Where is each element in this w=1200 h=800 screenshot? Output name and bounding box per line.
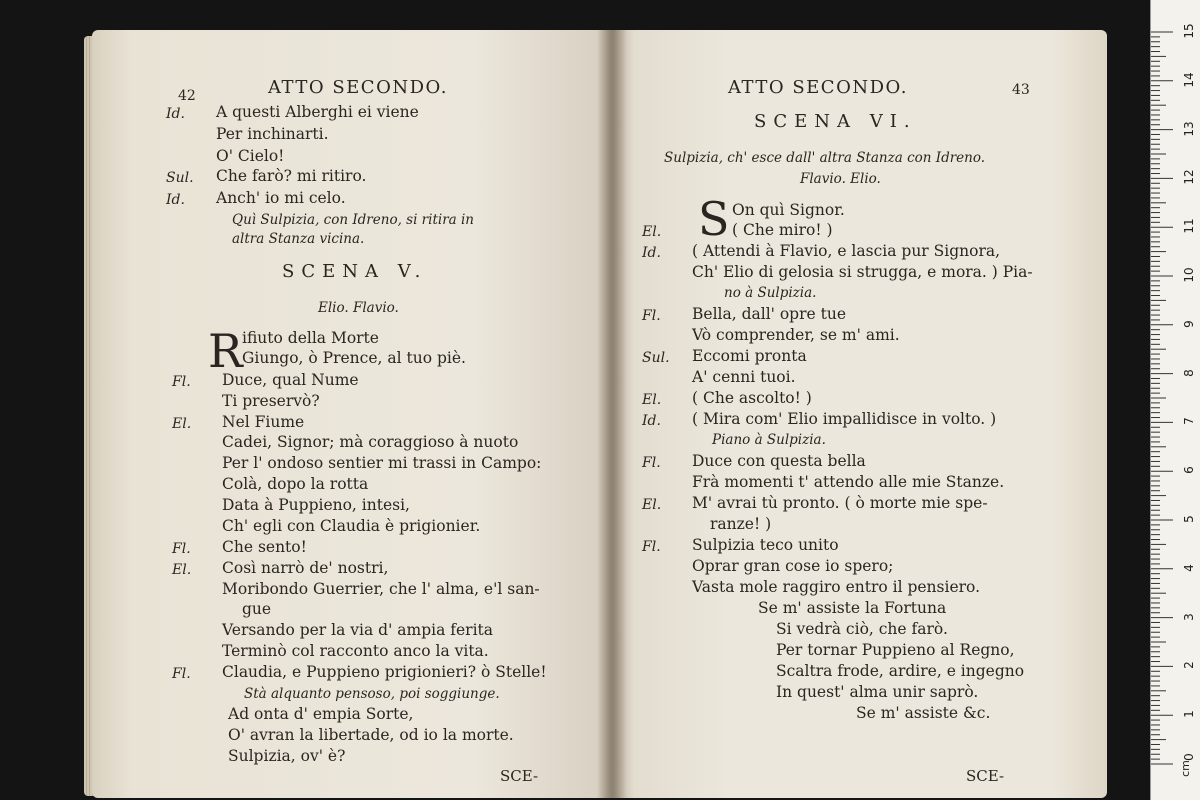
scene-title: SCENA V.: [282, 261, 428, 282]
verse-line: ( Che miro! ): [732, 221, 833, 239]
verse-line: M' avrai tù pronto. ( ò morte mie spe-: [692, 494, 988, 512]
ruler-unit: cm: [1178, 760, 1192, 777]
catchword: SCE-: [966, 767, 1005, 785]
verse-line: Giungo, ò Prence, al tuo piè.: [242, 349, 466, 367]
speaker: Id.: [642, 245, 661, 261]
measurement-ruler: [1150, 0, 1200, 800]
speaker: Sul.: [642, 350, 670, 366]
ruler-label: 12: [1182, 169, 1196, 186]
verse-line: Che farò? mi ritiro.: [216, 167, 367, 185]
verse-line: ( Mira com' Elio impallidisce in volto. ): [692, 410, 997, 428]
verse-line: A questi Alberghi ei viene: [216, 103, 419, 121]
verse-line: no à Sulpizia.: [724, 285, 817, 301]
speaker: Fl.: [642, 455, 661, 471]
verse-line: Sulpizia, ov' è?: [228, 747, 346, 765]
verse-line: Duce con questa bella: [692, 452, 866, 470]
speaker: Id.: [642, 413, 661, 429]
speaker: Sul.: [166, 170, 194, 186]
open-book: [92, 20, 1107, 798]
left-page: [92, 30, 612, 798]
speaker: Fl.: [172, 541, 191, 557]
verse-line: ifiuto della Morte: [242, 329, 379, 347]
stage-direction: Stà alquanto pensoso, poi soggiunge.: [244, 686, 500, 702]
stage-direction: Flavio. Elio.: [800, 171, 881, 187]
verse-line: Anch' io mi celo.: [216, 189, 346, 207]
verse-line: Per l' ondoso sentier mi trassi in Campo:: [222, 454, 542, 472]
verse-line: gue: [242, 600, 272, 618]
ruler-label: 11: [1182, 218, 1196, 234]
stage-direction: Quì Sulpizia, con Idreno, si ritira in: [232, 212, 475, 228]
ruler-label: 15: [1182, 23, 1196, 39]
verse-line: O' avran la libertade, od io la morte.: [228, 726, 514, 744]
verse-line: A' cenni tuoi.: [692, 368, 796, 386]
left-running-head: ATTO SECONDO.: [268, 77, 448, 98]
verse-line: Ch' egli con Claudia è prigionier.: [222, 517, 481, 535]
verse-line: Cadei, Signor; mà coraggioso à nuoto: [222, 433, 519, 451]
aria-line: Per tornar Puppieno al Regno,: [776, 641, 1015, 659]
ruler-label: 9: [1182, 319, 1196, 328]
verse-line: ( Che ascolto! ): [692, 389, 812, 407]
aria-line: Scaltra frode, ardire, e ingegno: [776, 662, 1025, 680]
verse-line: Frà momenti t' attendo alle mie Stanze.: [692, 473, 1005, 491]
stage-direction: Sulpizia, ch' esce dall' altra Stanza con Idreno.: [664, 150, 986, 166]
verse-line: Moribondo Guerrier, che l' alma, e'l san-: [222, 580, 540, 598]
verse-line: Terminò col racconto anco la vita.: [222, 642, 489, 660]
aria-line: Se m' assiste &c.: [856, 704, 991, 722]
speaker: Fl.: [172, 666, 191, 682]
scene-characters: Elio. Flavio.: [318, 300, 399, 316]
drop-cap: R: [208, 324, 243, 378]
speaker: El.: [642, 497, 662, 513]
aria-line: Si vedrà ciò, che farò.: [776, 620, 948, 638]
drop-cap: S: [698, 192, 730, 246]
right-page-number: 43: [1012, 82, 1030, 98]
verse-line: ( Attendi à Flavio, e lascia pur Signora,: [692, 242, 1001, 260]
ruler-label: 14: [1182, 72, 1196, 88]
ruler-label: 4: [1182, 563, 1196, 572]
speaker: Fl.: [642, 539, 661, 555]
verse-line: Colà, dopo la rotta: [222, 475, 369, 493]
verse-line: Ti preservò?: [222, 392, 320, 410]
verse-line: Ch' Elio di gelosia si strugga, e mora. ) Pia-: [692, 263, 1033, 281]
verse-line: Bella, dall' opre tue: [692, 305, 846, 323]
aria-line: In quest' alma unir saprò.: [776, 683, 979, 701]
verse-line: Duce, qual Nume: [222, 371, 359, 389]
verse-line: On quì Signor.: [732, 201, 845, 219]
verse-line: Vò comprender, se m' ami.: [692, 326, 900, 344]
ruler-label: 8: [1182, 368, 1196, 377]
ruler-label: 6: [1182, 466, 1196, 475]
verse-line: O' Cielo!: [216, 147, 285, 165]
stage-direction: altra Stanza vicina.: [232, 231, 365, 247]
speaker: Fl.: [642, 308, 661, 324]
left-page-number: 42: [178, 88, 196, 104]
verse-line: Nel Fiume: [222, 413, 305, 431]
scene-title: SCENA VI.: [754, 111, 917, 132]
ruler-label: 3: [1182, 612, 1196, 621]
verse-line: Così narrò de' nostri,: [222, 559, 389, 577]
ruler-label: 1: [1182, 710, 1196, 719]
aria-line: Se m' assiste la Fortuna: [758, 599, 947, 617]
verse-line: Data à Puppieno, intesi,: [222, 496, 410, 514]
verse-line: Sulpizia teco unito: [692, 536, 839, 554]
speaker: El.: [642, 224, 662, 240]
speaker: El.: [642, 392, 662, 408]
catchword: SCE-: [500, 767, 539, 785]
right-running-head: ATTO SECONDO.: [728, 77, 908, 98]
stage-direction: Piano à Sulpizia.: [712, 432, 826, 448]
verse-line: Per inchinarti.: [216, 125, 329, 143]
speaker: El.: [172, 562, 192, 578]
speaker: Fl.: [172, 374, 191, 390]
speaker: Id.: [166, 192, 185, 208]
verse-line: Che sento!: [222, 538, 307, 556]
ruler-label: 13: [1182, 120, 1196, 137]
verse-line: Claudia, e Puppieno prigionieri? ò Stelle!: [222, 663, 547, 681]
speaker: El.: [172, 416, 192, 432]
verse-line: Vasta mole raggiro entro il pensiero.: [692, 578, 981, 596]
verse-line: Versando per la via d' ampia ferita: [222, 621, 493, 639]
ruler-label: 10: [1182, 267, 1196, 283]
verse-line: Ad onta d' empia Sorte,: [228, 705, 414, 723]
ruler-label: 7: [1182, 417, 1196, 426]
verse-line: Oprar gran cose io spero;: [692, 557, 894, 575]
ruler-label: 2: [1182, 661, 1196, 670]
verse-line: Eccomi pronta: [692, 347, 807, 365]
verse-line: ranze! ): [710, 515, 772, 533]
speaker: Id.: [166, 106, 185, 122]
right-page: [612, 30, 1107, 798]
ruler-label: 5: [1182, 515, 1196, 523]
ruler-label: 0: [1182, 753, 1196, 761]
